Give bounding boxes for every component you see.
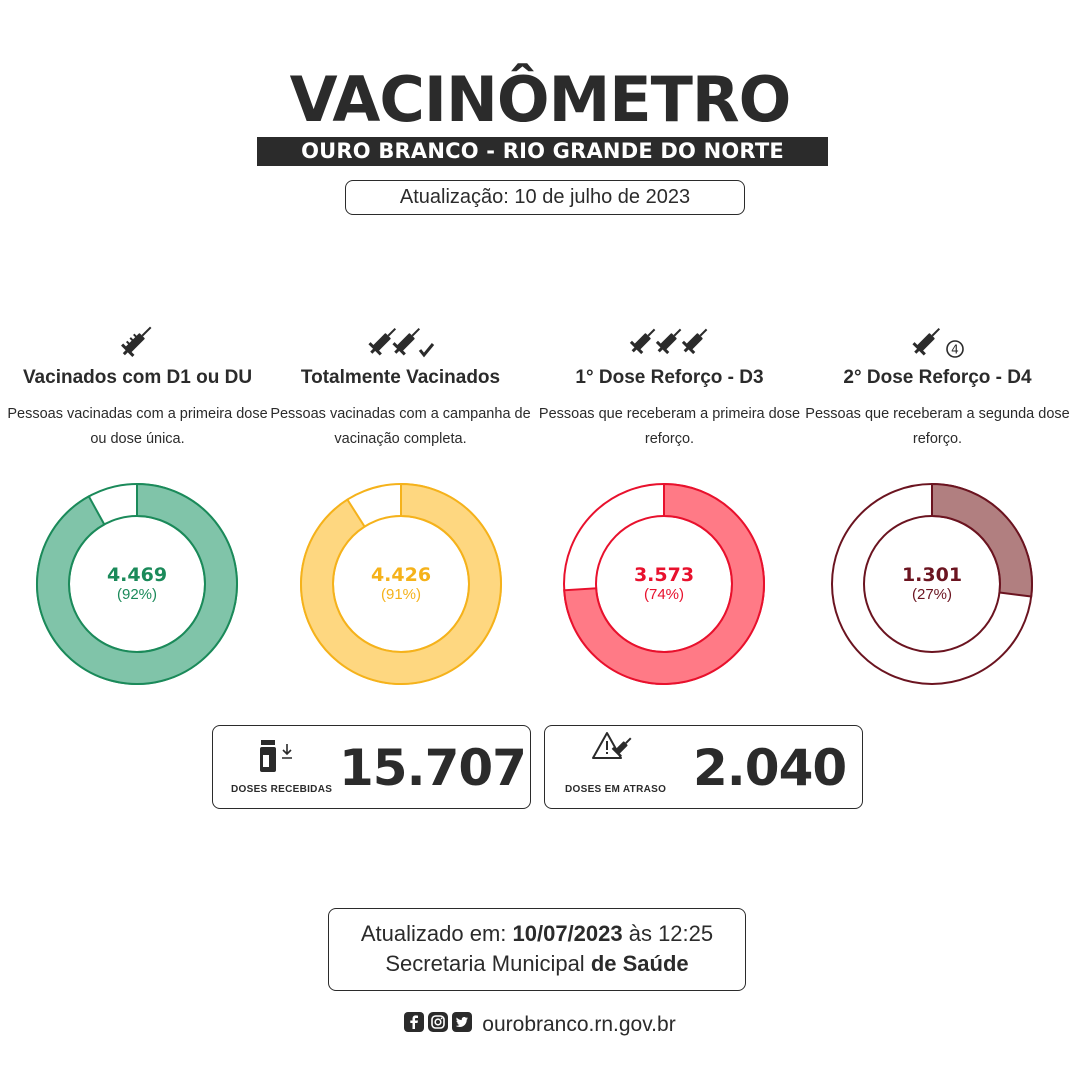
footer-updated-time: às 12:25	[622, 921, 714, 946]
twitter-icon[interactable]	[452, 1012, 472, 1037]
donut-percent: (27%)	[911, 586, 952, 603]
two-syringes-check-icon	[268, 300, 533, 360]
footer-secretariat-bold: de Saúde	[590, 951, 689, 976]
metric-column-full	[268, 300, 533, 452]
donut-value: 1.301	[901, 564, 963, 586]
donut-value: 4.426	[370, 564, 432, 586]
donut-percent: (91%)	[380, 586, 421, 603]
stat-label: DOSES EM ATRASO	[565, 784, 667, 795]
donut-chart-full	[299, 482, 503, 686]
donut-percent: (92%)	[116, 586, 157, 603]
donut-chart-d1	[35, 482, 239, 686]
metric-description: Pessoas vacinadas com a primeira dose ou dose única.	[7, 406, 268, 447]
metric-column-d1	[5, 300, 270, 452]
syringe-four-icon	[805, 300, 1070, 360]
facebook-icon[interactable]	[404, 1012, 424, 1037]
footer-secretariat-prefix: Secretaria Municipal	[385, 951, 591, 976]
three-syringes-icon	[537, 300, 802, 360]
donut-value: 3.573	[633, 564, 695, 586]
page-title: VACINÔMETRO	[289, 63, 791, 136]
metric-description: Pessoas vacinadas com a campanha de vacinação completa.	[270, 406, 531, 447]
donut-value: 4.469	[106, 564, 168, 586]
svg-text:4: 4	[950, 342, 959, 357]
footer-updated-prefix: Atualizado em:	[360, 921, 513, 946]
stat-label: DOSES RECEBIDAS	[231, 784, 333, 795]
metric-description: Pessoas que receberam a primeira dose reforço.	[538, 406, 801, 447]
metric-description: Pessoas que receberam a segunda dose reforço.	[805, 406, 1070, 447]
update-date: Atualização: 10 de julho de 2023	[345, 180, 745, 215]
donut-chart-d4	[830, 482, 1034, 686]
metric-title: 2° Dose Reforço - D4	[843, 367, 1032, 388]
metric-title: Vacinados com D1 ou DU	[22, 367, 253, 388]
donut-percent: (74%)	[643, 586, 684, 603]
warning-syringe-icon	[591, 730, 639, 771]
vial-download-icon	[259, 740, 299, 779]
metric-column-d3	[537, 300, 802, 452]
footer-updated-date: 10/07/2023	[512, 921, 623, 946]
footer-info	[328, 908, 746, 991]
location-banner: OURO BRANCO - RIO GRANDE DO NORTE	[257, 137, 828, 166]
footer-secretariat-line	[329, 949, 745, 979]
social-bar	[0, 1012, 1080, 1037]
syringe-icon	[5, 300, 270, 360]
doses-received-card	[212, 725, 531, 809]
metric-column-d4	[805, 300, 1070, 452]
metric-title: 1° Dose Reforço - D3	[575, 367, 764, 388]
stat-value: 2.040	[693, 739, 847, 797]
donut-chart-d3	[562, 482, 766, 686]
metric-title: Totalmente Vacinados	[300, 367, 501, 388]
stat-value: 15.707	[339, 739, 526, 797]
website-link[interactable]: ourobranco.rn.gov.br	[482, 1012, 676, 1036]
footer-updated-line	[329, 919, 745, 949]
doses-overdue-card	[544, 725, 863, 809]
instagram-icon[interactable]	[428, 1012, 448, 1037]
